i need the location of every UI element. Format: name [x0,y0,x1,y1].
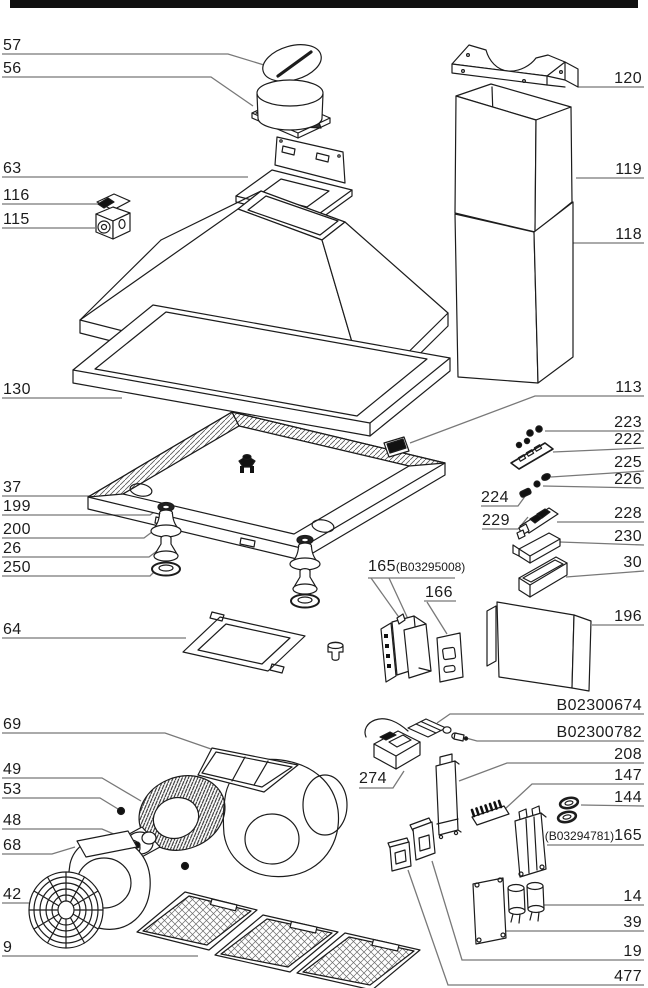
part-label-49: 49 [3,761,22,778]
leader-56 [2,77,253,106]
leader-477 [408,870,644,985]
part-14-capacitors [508,883,544,924]
part-250-ring [152,563,180,576]
part-label-224: 224 [481,489,509,506]
part-label-b02300782: B02300782 [556,724,642,741]
part-label-39: 39 [623,914,642,931]
part-unlabeled-clip [328,642,343,660]
part-label-222: 222 [614,431,642,448]
part-label-b02300674: B02300674 [556,697,642,714]
part-label-53: 53 [3,781,22,798]
part-label-200: 200 [3,521,31,538]
part-56-duct-collar [252,80,330,138]
part-225-screw [541,472,552,481]
part-label-226: 226 [614,471,642,488]
part-53-screw [118,808,125,815]
part-30-lamp-box [519,557,567,597]
part-label-37: 37 [3,479,22,496]
part-120-chimney-bracket [452,45,578,87]
part-label-14: 14 [623,888,642,905]
part-label-118: 118 [615,226,642,243]
part-label-274: 274 [359,770,387,787]
part-label-116: 116 [3,187,30,204]
part-label-30: 30 [623,554,642,571]
part-label-115: 115 [3,211,30,228]
part-label-165-mid: 165(B03295008) [368,558,466,575]
part-274-bracket [374,731,420,769]
leader-69 [2,733,211,749]
part-label-130: 130 [3,381,31,398]
leader-b02300674 [437,714,644,723]
part-165-right-bracket [515,806,546,877]
part-208-capacitor-box [436,754,461,839]
part-label-120: 120 [614,70,642,87]
part-166-cover-plate [437,633,463,682]
part-label-69: 69 [3,716,22,733]
part-label-166: 166 [425,584,453,601]
part-label-68: 68 [3,837,22,854]
part-label-119: 119 [615,161,642,178]
part-label-113: 113 [615,379,642,396]
part-label-57: 57 [3,37,22,54]
leader-165-mid-a [371,578,403,623]
part-144-grommets [557,796,579,824]
part-label-165-right: (B03294781)165 [544,827,642,844]
part-118-chimney-lower [455,202,573,383]
leader-26 [2,551,157,557]
part-label-9: 9 [3,939,13,956]
part-label-56: 56 [3,60,22,77]
part-64-lamp-frame [183,612,305,673]
leader-165-mid-b [389,578,408,619]
part-26-lamp-bulb [154,536,178,561]
part-42-fan-grille [29,872,103,948]
part-label-225: 225 [614,454,642,471]
part-label-223: 223 [614,414,642,431]
part-label-19: 19 [623,943,642,960]
leader-53 [2,798,118,809]
part-19-bracket [410,818,435,860]
part-477-bracket [388,838,411,871]
leader-30 [566,571,644,577]
part-147-terminal-strip [472,801,509,825]
part-label-199: 199 [3,498,31,515]
part-label-144: 144 [614,789,642,806]
part-223-screws [527,426,542,436]
part-165-terminal-box [381,614,431,682]
part-label-208: 208 [614,746,642,763]
part-label-228: 228 [614,505,642,522]
part-label-477: 477 [614,968,642,985]
part-b02300782-connector [452,733,468,741]
part-label-26: 26 [3,540,22,557]
part-label-196: 196 [614,608,642,625]
part-label-250: 250 [3,559,31,576]
part-222-switch-strip [511,438,553,469]
leader-113 [410,396,644,443]
part-label-230: 230 [614,528,642,545]
part-39-pcb-plate [473,878,506,944]
part-label-147: 147 [614,767,642,784]
part-label-63: 63 [3,160,22,177]
part-label-42: 42 [3,886,22,903]
leader-57 [2,54,264,65]
part-226-screw [534,481,540,487]
leader-222 [553,448,644,452]
part-label-64: 64 [3,621,22,638]
part-label-48: 48 [3,812,22,829]
part-119-chimney-upper [455,84,572,232]
screw-dot [182,863,189,870]
part-label-229: 229 [482,512,510,529]
part-9-grease-filters [137,892,420,988]
part-224-screw [519,488,532,498]
part-116-115-lamp-socket [96,194,130,239]
leader-166-diag [427,602,447,634]
part-196-panel [487,602,591,691]
